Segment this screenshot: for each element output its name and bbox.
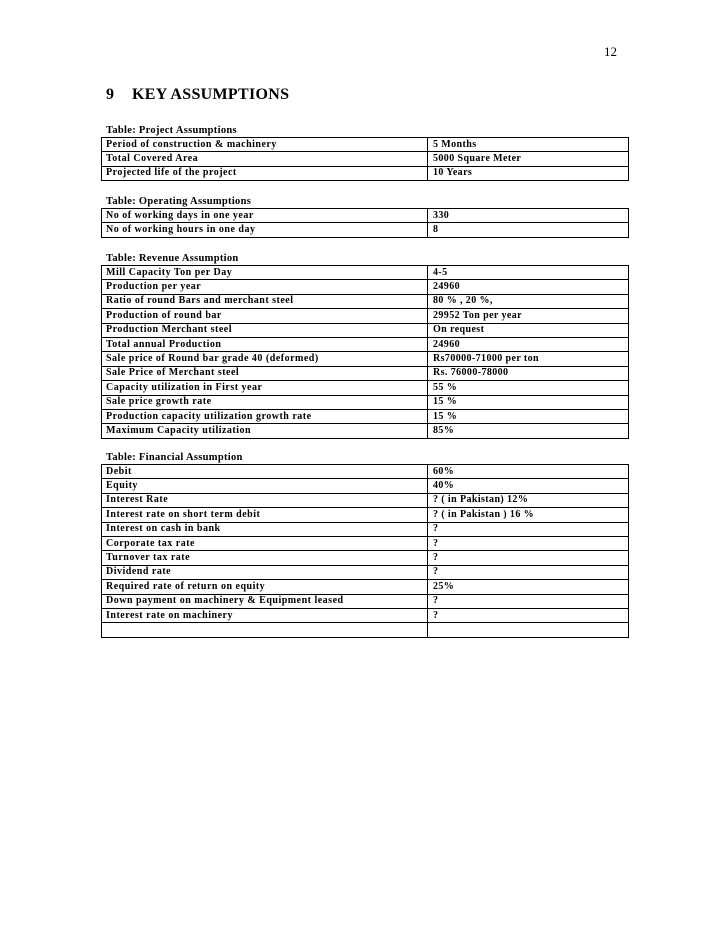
assumption-value: ? bbox=[428, 565, 629, 579]
assumption-value: 10 Years bbox=[428, 166, 629, 180]
table-row bbox=[102, 166, 629, 180]
table-row bbox=[102, 508, 629, 522]
table-row bbox=[102, 266, 629, 280]
financial-assumption-block bbox=[101, 451, 629, 638]
project-assumptions-block bbox=[101, 124, 629, 181]
table-row bbox=[102, 352, 629, 366]
table-row bbox=[102, 424, 629, 438]
table-row bbox=[102, 381, 629, 395]
table-row bbox=[102, 366, 629, 380]
assumption-value: ? ( in Pakistan ) 16 % bbox=[428, 508, 629, 522]
assumption-label: Debit bbox=[102, 465, 428, 479]
assumption-label: Total annual Production bbox=[102, 337, 428, 351]
table-caption: Table: Project Assumptions bbox=[106, 125, 237, 136]
section-heading bbox=[106, 86, 289, 104]
assumption-value: 29952 Ton per year bbox=[428, 309, 629, 323]
assumption-label: No of working hours in one day bbox=[102, 223, 428, 237]
assumption-label: Capacity utilization in First year bbox=[102, 381, 428, 395]
financial-assumption-table bbox=[101, 464, 629, 638]
page-number: 12 bbox=[604, 44, 617, 59]
assumption-value: 55 % bbox=[428, 381, 629, 395]
table-row bbox=[102, 493, 629, 507]
table-row bbox=[102, 565, 629, 579]
section-title: KEY ASSUMPTIONS bbox=[132, 86, 290, 103]
assumption-value: ? bbox=[428, 522, 629, 536]
assumption-value: 4-5 bbox=[428, 266, 629, 280]
assumption-label: Down payment on machinery & Equipment leased bbox=[102, 594, 428, 608]
assumption-value: 60% bbox=[428, 465, 629, 479]
assumption-value: ? bbox=[428, 551, 629, 565]
assumption-label: Interest rate on short term debit bbox=[102, 508, 428, 522]
revenue-assumption-block bbox=[101, 252, 629, 439]
assumption-value: 85% bbox=[428, 424, 629, 438]
table-row bbox=[102, 152, 629, 166]
table-caption: Table: Financial Assumption bbox=[106, 452, 243, 463]
assumption-value: Rs70000-71000 per ton bbox=[428, 352, 629, 366]
assumption-label: Sale Price of Merchant steel bbox=[102, 366, 428, 380]
assumption-value: 25% bbox=[428, 580, 629, 594]
table-row bbox=[102, 138, 629, 152]
assumption-label: Mill Capacity Ton per Day bbox=[102, 266, 428, 280]
assumption-label: No of working days in one year bbox=[102, 209, 428, 223]
assumption-label: Total Covered Area bbox=[102, 152, 428, 166]
assumption-value: 330 bbox=[428, 209, 629, 223]
assumption-label: Production per year bbox=[102, 280, 428, 294]
assumption-value: 15 % bbox=[428, 409, 629, 423]
assumption-label: Period of construction & machinery bbox=[102, 138, 428, 152]
assumption-label: Required rate of return on equity bbox=[102, 580, 428, 594]
assumption-label: Interest Rate bbox=[102, 493, 428, 507]
assumption-label: Interest on cash in bank bbox=[102, 522, 428, 536]
table-row bbox=[102, 323, 629, 337]
table-row bbox=[102, 337, 629, 351]
assumption-label: Production of round bar bbox=[102, 309, 428, 323]
assumption-value: 5 Months bbox=[428, 138, 629, 152]
assumption-value: 80 % , 20 %, bbox=[428, 294, 629, 308]
assumption-label: Maximum Capacity utilization bbox=[102, 424, 428, 438]
table-row bbox=[102, 465, 629, 479]
table-row bbox=[102, 551, 629, 565]
assumption-value: 8 bbox=[428, 223, 629, 237]
table-row bbox=[102, 608, 629, 622]
assumption-label: Production capacity utilization growth rate bbox=[102, 409, 428, 423]
table-row bbox=[102, 294, 629, 308]
assumption-label: Ratio of round Bars and merchant steel bbox=[102, 294, 428, 308]
table-row bbox=[102, 522, 629, 536]
table-row bbox=[102, 280, 629, 294]
operating-assumptions-table bbox=[101, 208, 629, 238]
assumption-value: ? bbox=[428, 536, 629, 550]
assumption-value: ? ( in Pakistan) 12% bbox=[428, 493, 629, 507]
table-row bbox=[102, 623, 629, 637]
assumption-label: Sale price growth rate bbox=[102, 395, 428, 409]
assumption-label: Interest rate on machinery bbox=[102, 608, 428, 622]
assumption-label: Equity bbox=[102, 479, 428, 493]
table-row bbox=[102, 594, 629, 608]
table-row bbox=[102, 309, 629, 323]
assumption-value: 5000 Square Meter bbox=[428, 152, 629, 166]
project-assumptions-table bbox=[101, 137, 629, 181]
assumption-label: Turnover tax rate bbox=[102, 551, 428, 565]
assumption-label: Dividend rate bbox=[102, 565, 428, 579]
assumption-value bbox=[428, 623, 629, 637]
assumption-value: 40% bbox=[428, 479, 629, 493]
revenue-assumption-table bbox=[101, 265, 629, 439]
table-row bbox=[102, 479, 629, 493]
assumption-value: 15 % bbox=[428, 395, 629, 409]
assumption-label: Projected life of the project bbox=[102, 166, 428, 180]
assumption-value: On request bbox=[428, 323, 629, 337]
table-row bbox=[102, 580, 629, 594]
assumption-value: 24960 bbox=[428, 280, 629, 294]
table-row bbox=[102, 395, 629, 409]
table-row bbox=[102, 209, 629, 223]
assumption-value: ? bbox=[428, 594, 629, 608]
table-row bbox=[102, 409, 629, 423]
table-caption: Table: Revenue Assumption bbox=[106, 253, 239, 264]
table-caption: Table: Operating Assumptions bbox=[106, 196, 252, 207]
assumption-value: ? bbox=[428, 608, 629, 622]
assumption-label: Production Merchant steel bbox=[102, 323, 428, 337]
table-row bbox=[102, 536, 629, 550]
assumption-value: 24960 bbox=[428, 337, 629, 351]
assumption-label: Sale price of Round bar grade 40 (deformed) bbox=[102, 352, 428, 366]
section-number: 9 bbox=[106, 86, 115, 103]
assumption-label bbox=[102, 623, 428, 637]
table-row bbox=[102, 223, 629, 237]
assumption-label: Corporate tax rate bbox=[102, 536, 428, 550]
operating-assumptions-block bbox=[101, 195, 629, 238]
assumption-value: Rs. 76000-78000 bbox=[428, 366, 629, 380]
